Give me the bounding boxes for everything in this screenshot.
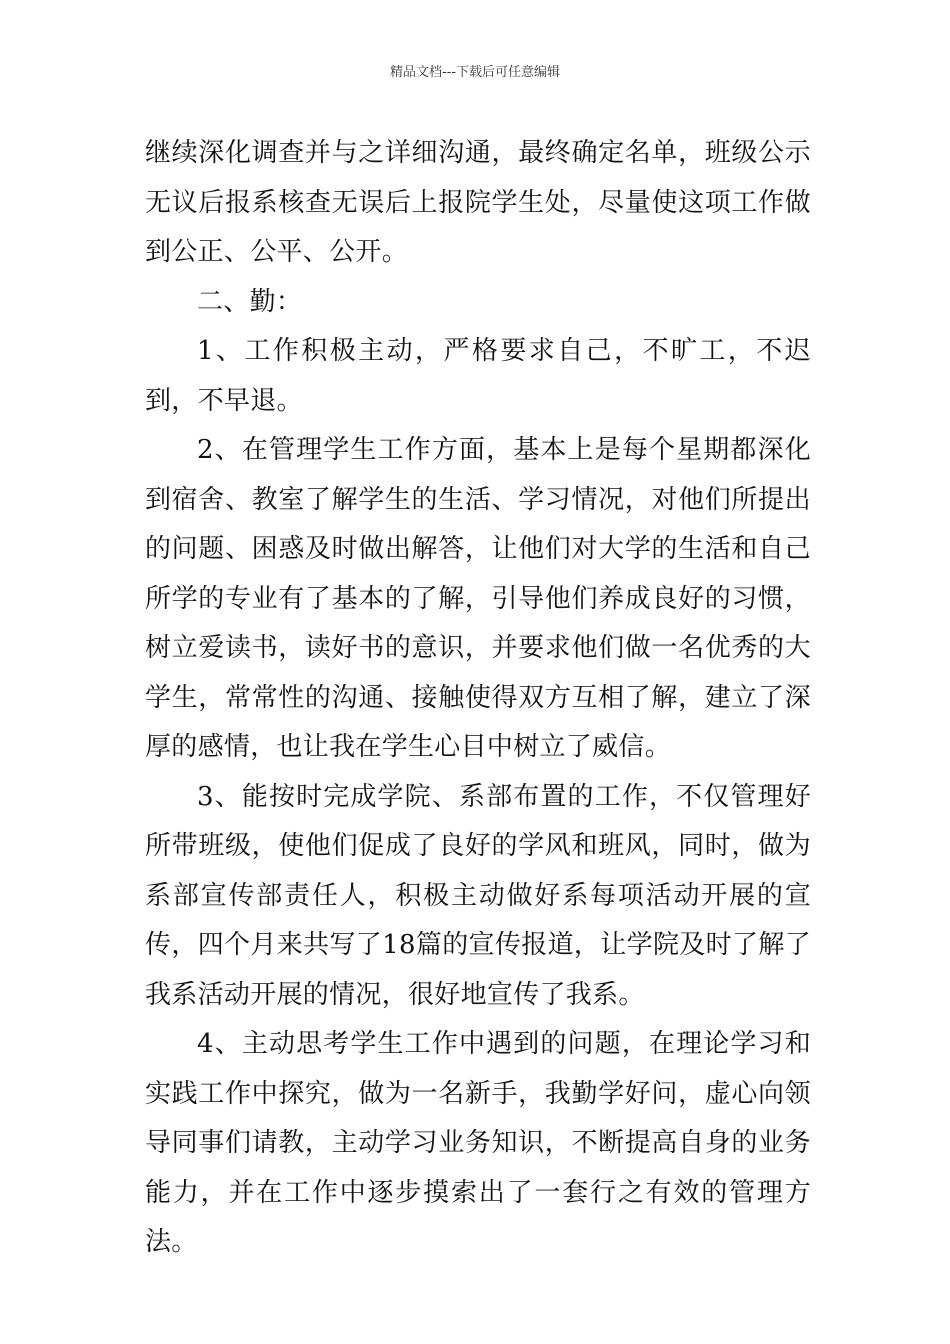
paragraph-item-1: 1、工作积极主动，严格要求自己，不旷工，不迟到，不早退。	[145, 336, 811, 416]
document-body	[145, 129, 811, 1268]
paragraph-item-4: 4、主动思考学生工作中遇到的问题，在理论学习和实践工作中探究，做为一名新手，我勤学好问，虚心向领导同事们请教，主动学习业务知识，不断提高自身的业务能力，并在工作中逐步摸索出了一套行之有效的管理方法。	[145, 1029, 811, 1257]
paragraph-item-3: 3、能按时完成学院、系部布置的工作，不仅管理好所带班级，使他们促成了良好的学风和班风，同时，做为系部宣传部责任人，积极主动做好系每项活动开展的宣传，四个月来共写了18篇的宣传报道，让学院及时了解了我系活动开展的情况，很好地宣传了我系。	[145, 781, 811, 1010]
page-header: 精品文档---下载后可任意编辑	[389, 65, 561, 80]
paragraph-continuation: 继续深化调查并与之详细沟通，最终确定名单，班级公示无议后报系核查无误后上报院学生处，尽量使这项工作做到公正、公平、公开。	[145, 138, 811, 267]
section-heading-diligence: 二、勤：	[197, 286, 303, 317]
paragraph-item-2: 2、在管理学生工作方面，基本上是每个星期都深化到宿舍、教室了解学生的生活、学习情况，对他们所提出的问题、困惑及时做出解答，让他们对大学的生活和自己所学的专业有了基本的了解，引导他们养成良好的习惯，树立爱读书，读好书的意识，并要求他们做一名优秀的大学生，常常性的沟通、接触使得双方互相了解，建立了深厚的感情，也让我在学生心目中树立了威信。	[145, 435, 811, 762]
